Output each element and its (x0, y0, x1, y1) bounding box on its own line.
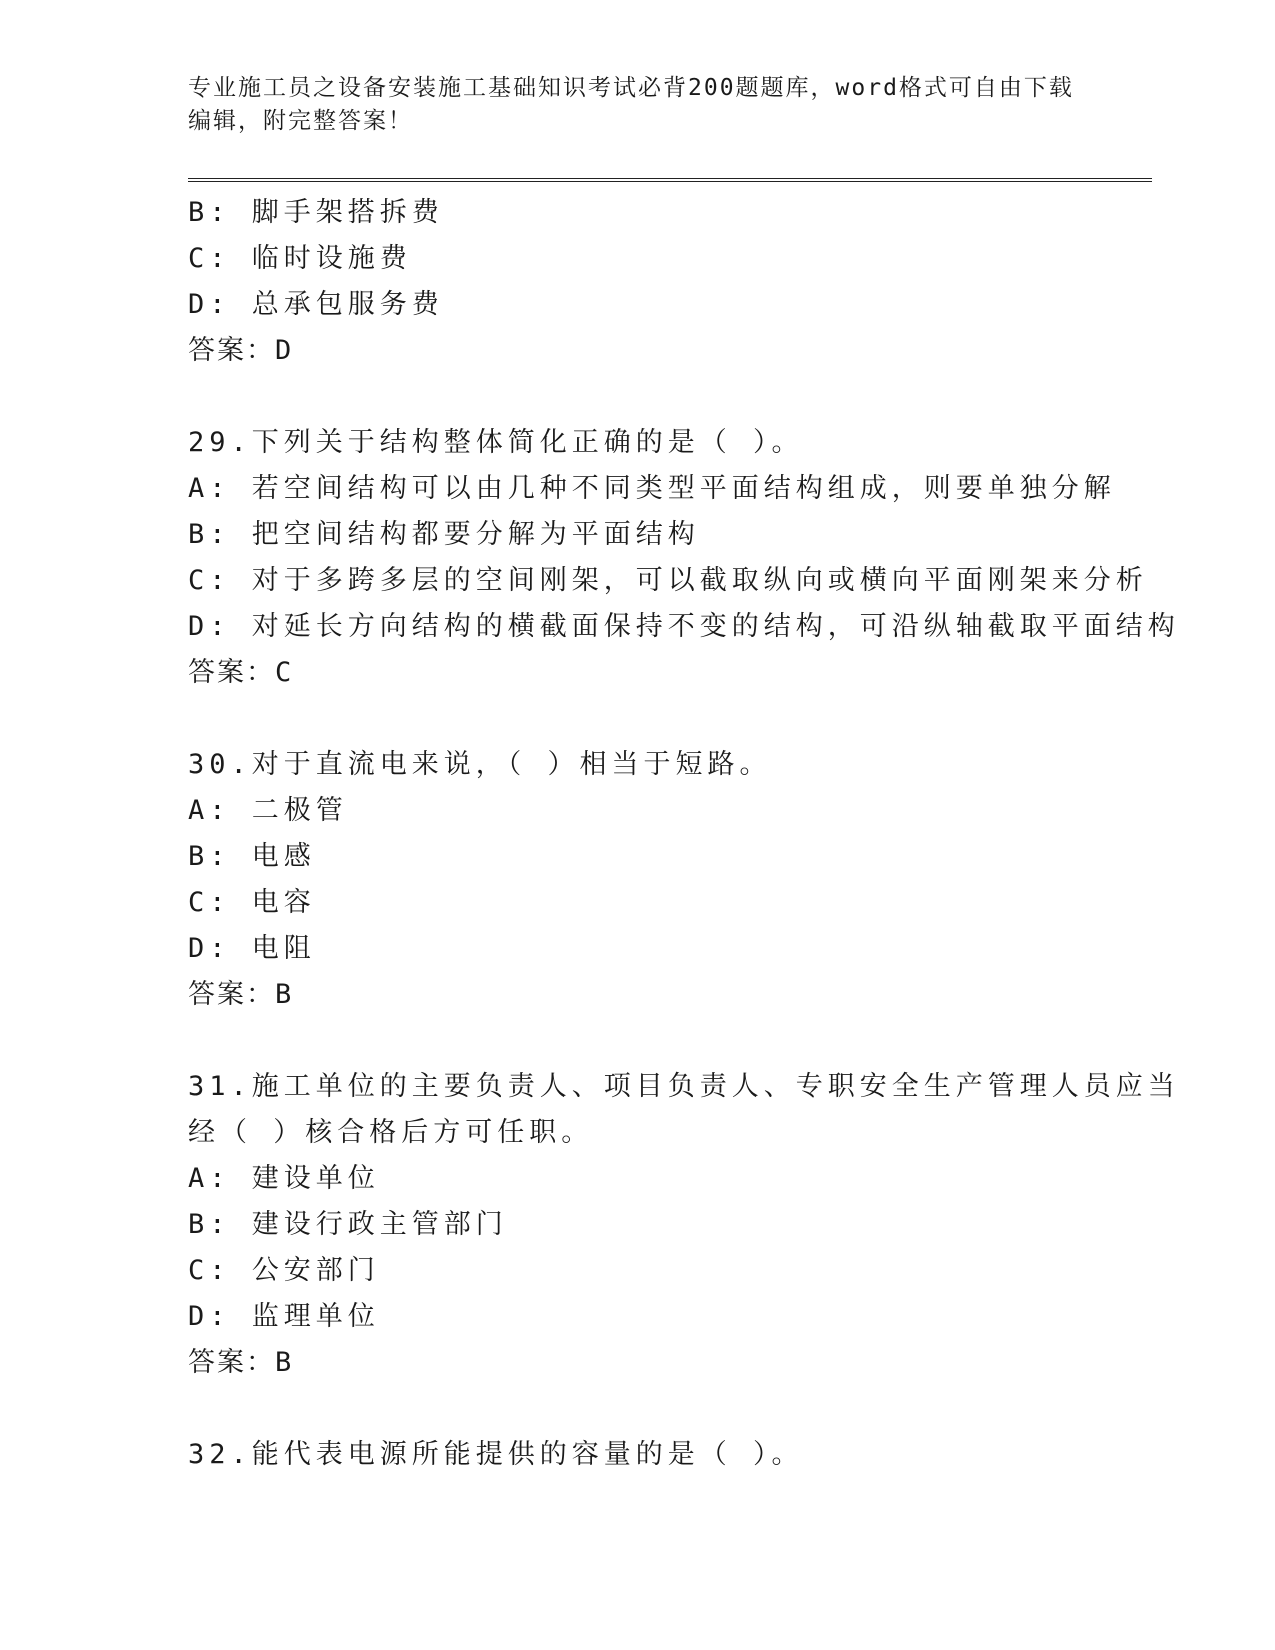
question-32 (188, 1432, 1088, 1478)
option-c: C: 对于多跨多层的空间刚架，可以截取纵向或横向平面刚架来分析 (188, 565, 1148, 596)
option-c: C: 公安部门 (188, 1255, 380, 1286)
option-d: D: 对延长方向结构的横截面保持不变的结构，可沿纵轴截取平面结构 (188, 611, 1180, 642)
answer-line: 答案：B (188, 979, 294, 1010)
question-31 (188, 1064, 1180, 1386)
option-c: C: 临时设施费 (188, 243, 412, 274)
option-b: B: 脚手架搭拆费 (188, 197, 444, 228)
question-stem-continued: 经（ ）核合格后方可任职。 (188, 1117, 594, 1148)
option-b: B: 电感 (188, 841, 316, 872)
question-30 (188, 742, 1088, 1018)
answer-line: 答案：C (188, 657, 294, 688)
answer-line: 答案：B (188, 1347, 294, 1378)
answer-line: 答案：D (188, 335, 294, 366)
spacer (188, 374, 1088, 420)
header-divider (188, 178, 1152, 182)
question-stem: 31.施工单位的主要负责人、项目负责人、专职安全生产管理人员应当 (188, 1071, 1180, 1102)
document-header: 专业施工员之设备安装施工基础知识考试必背200题题库，word格式可自由下载编辑，附完整答案！ (188, 75, 1074, 134)
option-b: B: 建设行政主管部门 (188, 1209, 508, 1240)
question-list (188, 190, 1180, 1478)
option-d: D: 总承包服务费 (188, 289, 444, 320)
option-c: C: 电容 (188, 887, 316, 918)
question-stem: 30.对于直流电来说，（ ）相当于短路。 (188, 749, 772, 780)
option-d: D: 电阻 (188, 933, 316, 964)
option-a: A: 建设单位 (188, 1163, 380, 1194)
spacer (188, 1386, 1088, 1432)
option-a: A: 若空间结构可以由几种不同类型平面结构组成，则要单独分解 (188, 473, 1116, 504)
question-stem: 32.能代表电源所能提供的容量的是（ ）。 (188, 1439, 804, 1470)
option-d: D: 监理单位 (188, 1301, 380, 1332)
question-stem: 29.下列关于结构整体简化正确的是（ ）。 (188, 427, 804, 458)
option-b: B: 把空间结构都要分解为平面结构 (188, 519, 700, 550)
option-a: A: 二极管 (188, 795, 348, 826)
question-continued (188, 190, 1088, 374)
question-29 (188, 420, 1180, 696)
spacer (188, 1018, 1088, 1064)
spacer (188, 696, 1088, 742)
